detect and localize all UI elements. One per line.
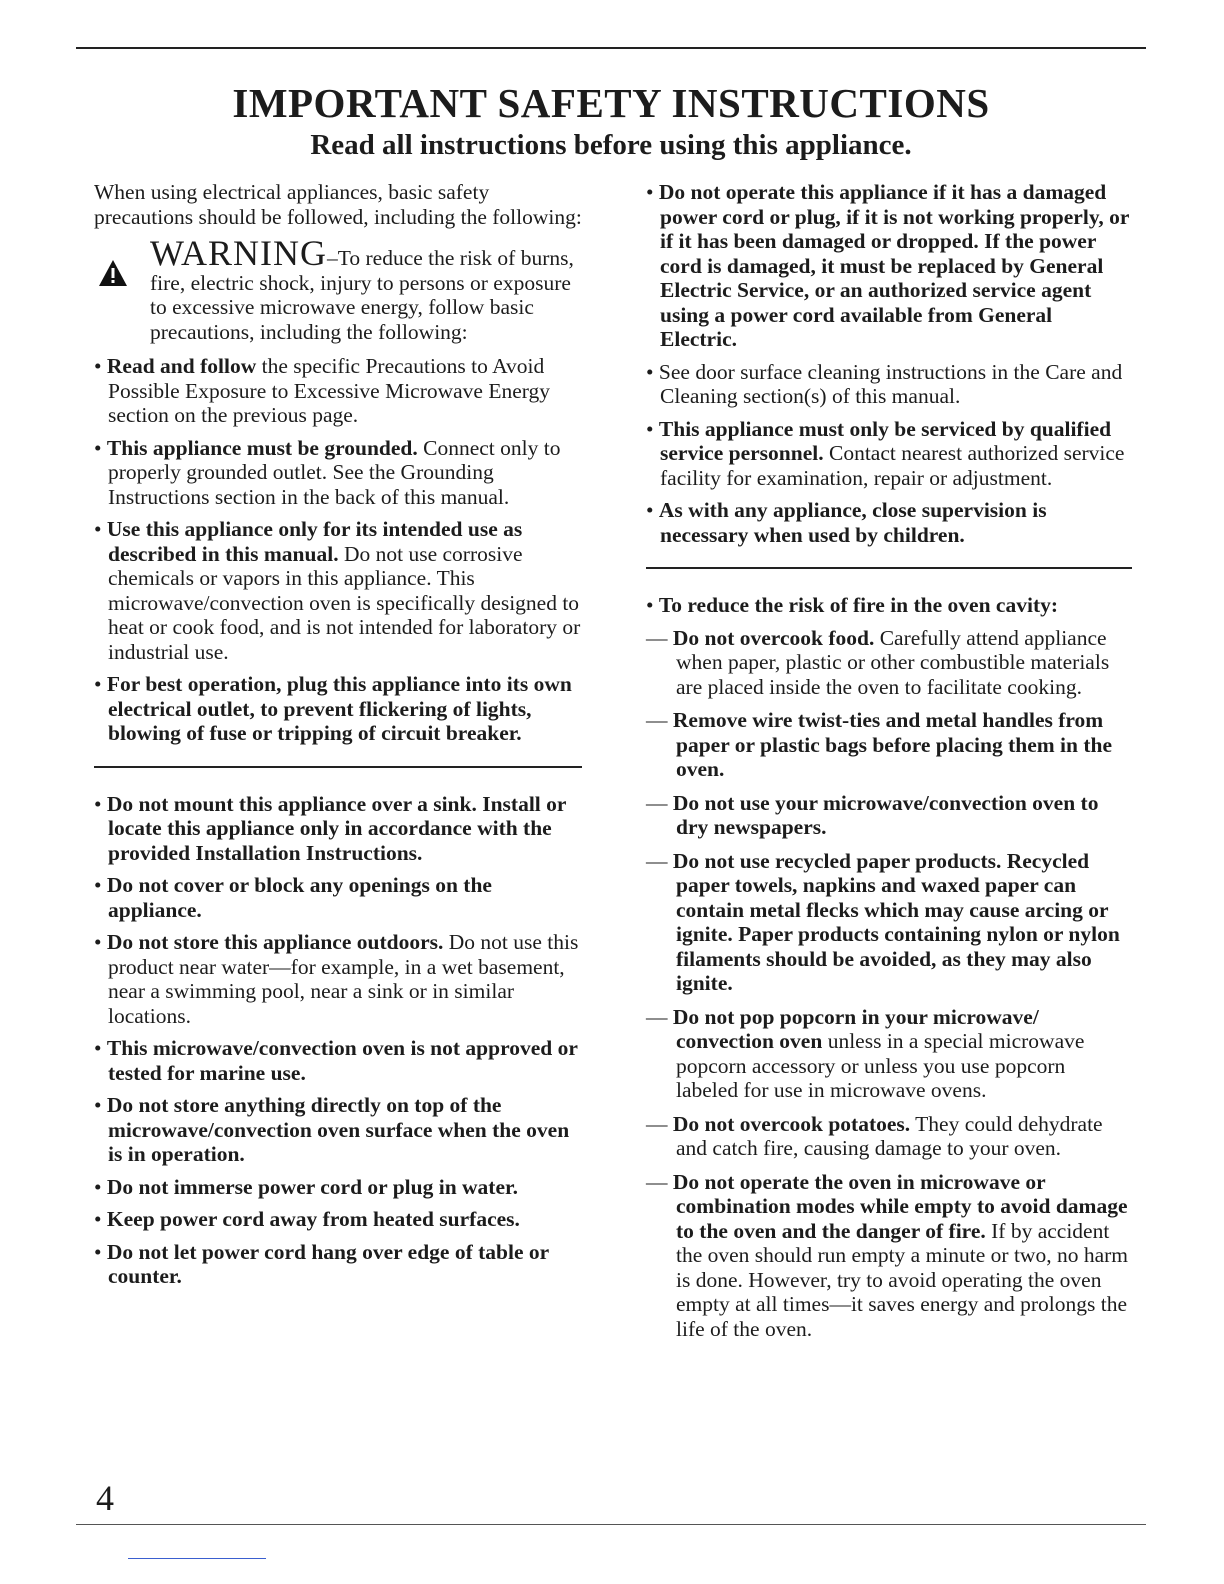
footer-line [128,1558,266,1559]
item-bold: Do not mount this appliance over a sink. Install or locate this appliance only in accordance with the provided Installation Instructions. [106,791,567,865]
section-divider [94,766,582,768]
fire-list [646,626,1132,1342]
item-bold: Do not store anything directly on top of the microwave/convection oven surface when the oven is in operation. [106,1093,570,1166]
dash-bold: Do not pop popcorn in your microwave/ convection oven [672,1004,1039,1053]
right-column [646,180,1132,1350]
list-item: • As with any appliance, close supervision is necessary when used by children. [646,498,1047,547]
page-number: 4 [96,1478,114,1518]
intro-text: When using electrical appliances, basic safety precautions should be followed, including the following: [94,180,582,229]
dash-item: — Do not operate the oven in microwave or combination modes while empty to avoid damage to the oven and the danger of fire. If by accident the oven should run empty a minute or two, no harm is done. However, try to avoid operating the oven empty at all times—it saves energy and prolongs the life of the oven. [646,1169,1129,1341]
fire-heading-text: To reduce the risk of fire in the oven cavity: [658,593,1059,617]
item-bold: Read and follow [106,354,257,378]
list-item: • For best operation, plug this appliance into its own electrical outlet, to prevent flickering of lights, blowing of fuse or tripping of circuit breaker. [94,672,572,745]
dash-item: — Do not use your microwave/convection oven to dry newspapers. [646,790,1099,839]
item-text: Connect only to properly grounded outlet. See the Grounding Instructions section in the back of this manual. [108,435,561,509]
warning-block [94,233,582,344]
dash-item: — Do not overcook potatoes. They could dehydrate and catch fire, causing damage to your oven. [646,1111,1103,1160]
dash-text: Carefully attend appliance when paper, plastic or other combustible materials are placed inside the oven to facilitate cooking. [676,625,1110,699]
list-item: • Read and follow the specific Precautions to Avoid Possible Exposure to Excessive Microwave Energy section on the previous page. [94,354,551,427]
dash-item: — Do not overcook food. Carefully attend appliance when paper, plastic or other combustible materials are placed inside the oven to facilitate cooking. [646,625,1110,699]
item-bold: Use this appliance only for its intended use as described in this manual. [106,517,523,566]
list-item: • See door surface cleaning instructions in the Care and Cleaning section(s) of this manual. [646,359,1123,408]
item-text: Do not use this product near water—for example, in a wet basement, near a swimming pool, near a sink or in similar locations. [108,930,579,1028]
page-subtitle: Read all instructions before using this appliance. [310,129,912,161]
item-bold: This appliance must be grounded. [106,435,418,460]
dash-bold: Do not overcook food. [672,625,875,650]
dash-bold: Do not use your microwave/convection oven to dry newspapers. [672,790,1099,839]
item-text: Contact nearest authorized service facility for examination, repair or adjustment. [660,441,1125,490]
list-item: • This microwave/convection oven is not approved or tested for marine use. [94,1036,578,1085]
item-text: Do not use corrosive chemicals or vapors in this appliance. This microwave/convection oven is specifically designed to heat or cook food, and is not intended for laboratory or industrial use. [108,541,581,664]
left-list [94,354,582,746]
right-list [646,180,1132,547]
dash-text: They could dehydrate and catch fire, causing damage to your oven. [676,1111,1103,1160]
list-item: • Use this appliance only for its intended use as described in this manual. Do not use corrosive chemicals or vapors in this appliance. This microwave/convection oven is specifically designed to heat or cook food, and is not intended for laboratory or industrial use. [94,517,581,664]
dash-item: — Do not use recycled paper products. Recycled paper towels, napkins and waxed paper can contain metal flecks which may cause arcing or ignite. Paper products containing nylon or nylon filaments should be avoided, as they may also ignite. [646,848,1120,995]
item-bold: This microwave/convection oven is not approved or tested for marine use. [106,1036,578,1085]
dash-item: — Remove wire twist-ties and metal handles from paper or plastic bags before placing them in the oven. [646,708,1112,781]
item-text: the specific Precautions to Avoid Possible Exposure to Excessive Microwave Energy section on the previous page. [108,354,551,427]
warning-text: –To reduce the risk of burns, fire, electric shock, injury to persons or exposure to excessive microwave energy, follow basic precautions, including the following: [150,246,574,344]
section-divider [646,567,1132,569]
bottom-rule [76,1524,1146,1525]
item-bold: Keep power cord away from heated surfaces. [106,1207,520,1231]
dash-bold: Do not overcook potatoes. [672,1111,911,1136]
left-list-2 [94,792,582,1289]
dash-bold: Remove wire twist-ties and metal handles from paper or plastic bags before placing them in the oven. [672,708,1112,781]
list-item: • Do not cover or block any openings on the appliance. [94,873,492,922]
fire-heading: • To reduce the risk of fire in the oven cavity: [646,593,1059,617]
item-bold: For best operation, plug this appliance into its own electrical outlet, to prevent flickering of lights, blowing of fuse or tripping of circuit breaker. [106,672,572,745]
item-bold: As with any appliance, close supervision is necessary when used by children. [658,498,1047,547]
dash-bold: Do not operate the oven in microwave or combination modes while empty to avoid damage to the oven and the danger of fire. [672,1169,1128,1243]
dash-text: unless in a special microwave popcorn accessory or unless you use popcorn labeled for use in microwave ovens. [676,1029,1085,1102]
item-text: See door surface cleaning instructions in the Care and Cleaning section(s) of this manual. [658,359,1123,408]
list-item: • This appliance must be grounded. Connect only to properly grounded outlet. See the Grounding Instructions section in the back of this manual. [94,435,561,509]
dash-item: — Do not pop popcorn in your microwave/ convection oven unless in a special microwave popcorn accessory or unless you use popcorn labeled for use in microwave ovens. [646,1004,1085,1102]
left-column [94,180,582,1297]
top-rule [76,47,1146,49]
list-item: • Do not mount this appliance over a sink. Install or locate this appliance only in accordance with the provided Installation Instructions. [94,791,567,865]
list-item: • Do not let power cord hang over edge of table or counter. [94,1239,549,1288]
item-bold: Do not store this appliance outdoors. [106,930,444,954]
list-item: • Do not immerse power cord or plug in water. [94,1174,518,1199]
item-bold: Do not cover or block any openings on the appliance. [106,873,492,922]
list-item: • Do not store this appliance outdoors. Do not use this product near water—for example, in a wet basement, near a swimming pool, near a sink or in similar locations. [94,930,579,1028]
warning-word: WARNING [150,233,327,273]
item-bold: Do not operate this appliance if it has a damaged power cord or plug, if it is not working properly, or if it has been damaged or dropped. If the power cord is damaged, it must be replaced by General Electric Service, or an authorized service agent using a power cord available from General Electric. [658,180,1130,351]
page-title: IMPORTANT SAFETY INSTRUCTIONS [232,80,990,126]
warning-triangle-icon [98,259,128,287]
list-item: • Keep power cord away from heated surfaces. [94,1207,520,1231]
list-item: • Do not store anything directly on top of the microwave/convection oven surface when the oven is in operation. [94,1093,570,1166]
list-item: • This appliance must only be serviced by qualified service personnel. Contact nearest authorized service facility for examination, repair or adjustment. [646,416,1125,490]
dash-bold: Do not use recycled paper products. Recycled paper towels, napkins and waxed paper can contain metal flecks which may cause arcing or ignite. Paper products containing nylon or nylon filaments should be avoided, as they may also ignite. [672,848,1120,995]
item-bold: Do not let power cord hang over edge of table or counter. [106,1239,549,1288]
item-bold: Do not immerse power cord or plug in water. [106,1174,518,1199]
list-item: • Do not operate this appliance if it has a damaged power cord or plug, if it is not working properly, or if it has been damaged or dropped. If the power cord is damaged, it must be replaced by General Electric Service, or an authorized service agent using a power cord available from General Electric. [646,180,1130,351]
dash-text: If by accident the oven should run empty a minute or two, no harm is done. However, try to avoid operating the oven empty at all times—it saves energy and prolongs the life of the oven. [676,1218,1129,1341]
item-bold: This appliance must only be serviced by qualified service personnel. [658,416,1112,465]
